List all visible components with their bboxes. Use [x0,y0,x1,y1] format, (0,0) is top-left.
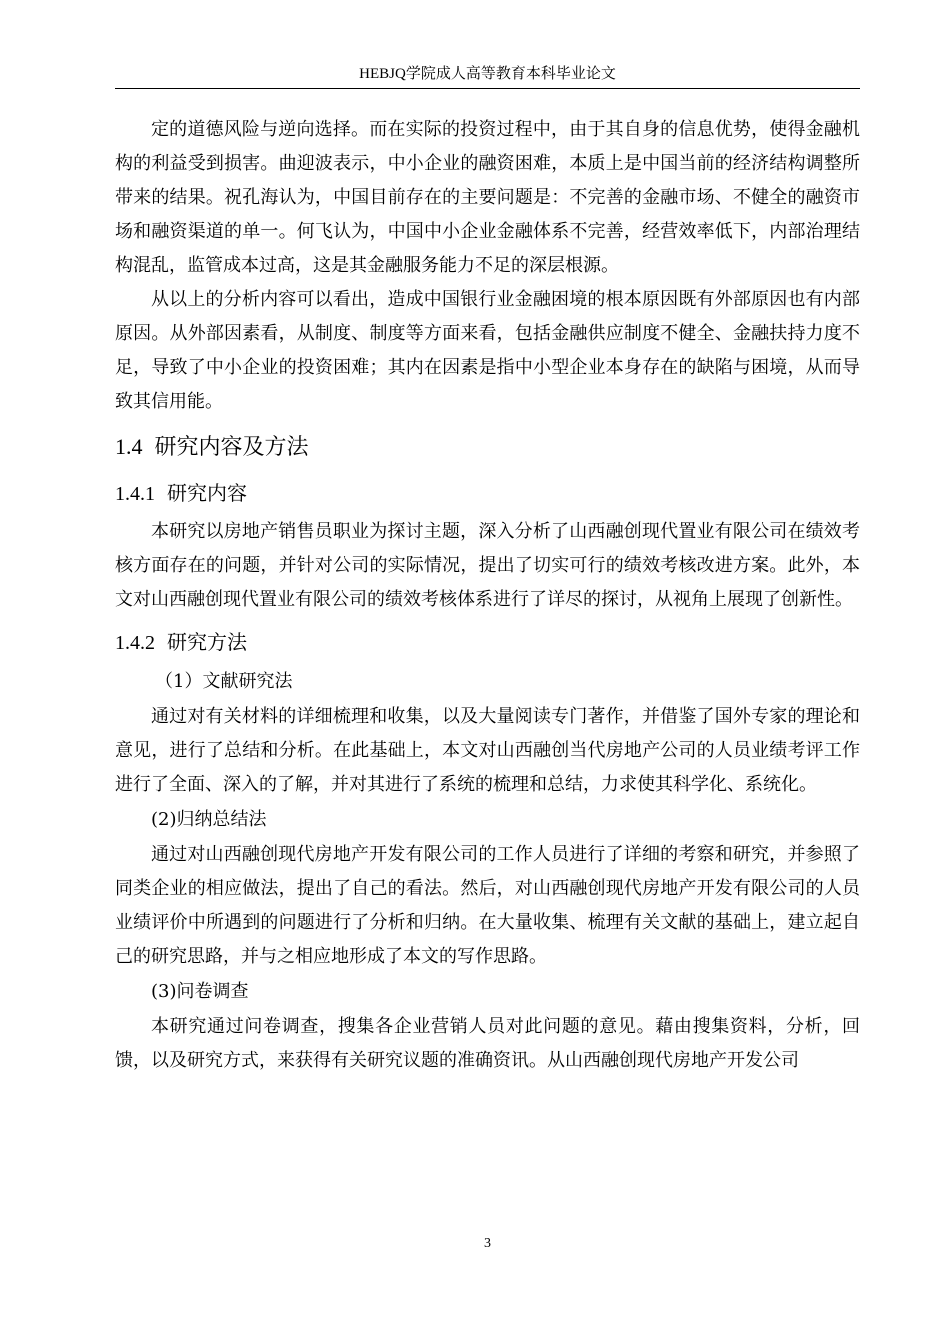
method-heading-3: (3)问卷调查 [151,981,249,1002]
running-header: HEBJQ学院成人高等教育本科毕业论文 [359,66,616,82]
section-number: 1.4 [115,434,143,459]
paragraph-4: 通过对有关材料的详细梳理和收集，以及大量阅读专门著作，并借鉴了国外专家的理论和意见，进行了总结和分析。在此基础上，本文对山西融创当代房地产公司的人员业绩考评工作进行了全面、深入的了解，并对其进行了系统的梳理和总结，力求使其科学化、系统化。 [115,706,860,795]
paragraph-1: 定的道德风险与逆向选择。而在实际的投资过程中，由于其自身的信息优势，使得金融机构的利益受到损害。曲迎波表示，中小企业的融资困难，本质上是中国当前的经济结构调整所带来的结果。祝孔海认为，中国目前存在的主要问题是：不完善的金融市场、不健全的融资市场和融资渠道的单一。何飞认为，中国中小企业金融体系不完善，经营效率低下，内部治理结构混乱，监管成本过高，这是其金融服务能力不足的深层根源。 [115,119,860,276]
paragraph-2: 从以上的分析内容可以看出，造成中国银行业金融困境的根本原因既有外部原因也有内部原因。从外部因素看，从制度、制度等方面来看，包括金融供应制度不健全、金融扶持力度不足，导致了中小企业的投资困难；其内在因素是指中小型企业本身存在的缺陷与困境，从而导致其信用能。 [115,289,860,412]
method-heading-2: (2)归纳总结法 [151,809,267,830]
section-heading-1-4 [115,427,860,468]
paragraph-6: 本研究通过问卷调查，搜集各企业营销人员对此问题的意见。藉由搜集资料，分析，回馈，以及研究方式，来获得有关研究议题的准确资讯。从山西融创现代房地产开发公司 [115,1016,860,1071]
page-number: 3 [484,1236,491,1251]
section-number: 1.4.2 [115,632,155,654]
section-heading-1-4-2 [115,623,860,662]
section-heading-1-4-1 [115,474,860,513]
section-title: 研究内容及方法 [154,435,309,460]
section-title: 研究方法 [167,630,247,654]
section-title: 研究内容 [167,481,247,505]
header-divider [115,88,860,89]
page-content [115,113,860,1078]
section-number: 1.4.1 [115,483,155,505]
method-heading-1: （1）文献研究法 [155,671,293,692]
paragraph-5: 通过对山西融创现代房地产开发有限公司的工作人员进行了详细的考察和研究，并参照了同类企业的相应做法，提出了自己的看法。然后，对山西融创现代房地产开发有限公司的人员业绩评价中所遇到的问题进行了分析和归纳。在大量收集、梳理有关文献的基础上，建立起自己的研究思路，并与之相应地形成了本文的写作思路。 [115,844,860,967]
paragraph-3: 本研究以房地产销售员职业为探讨主题，深入分析了山西融创现代置业有限公司在绩效考核方面存在的问题，并针对公司的实际情况，提出了切实可行的绩效考核改进方案。此外，本文对山西融创现代置业有限公司的绩效考核体系进行了详尽的探讨，从视角上展现了创新性。 [115,521,860,610]
